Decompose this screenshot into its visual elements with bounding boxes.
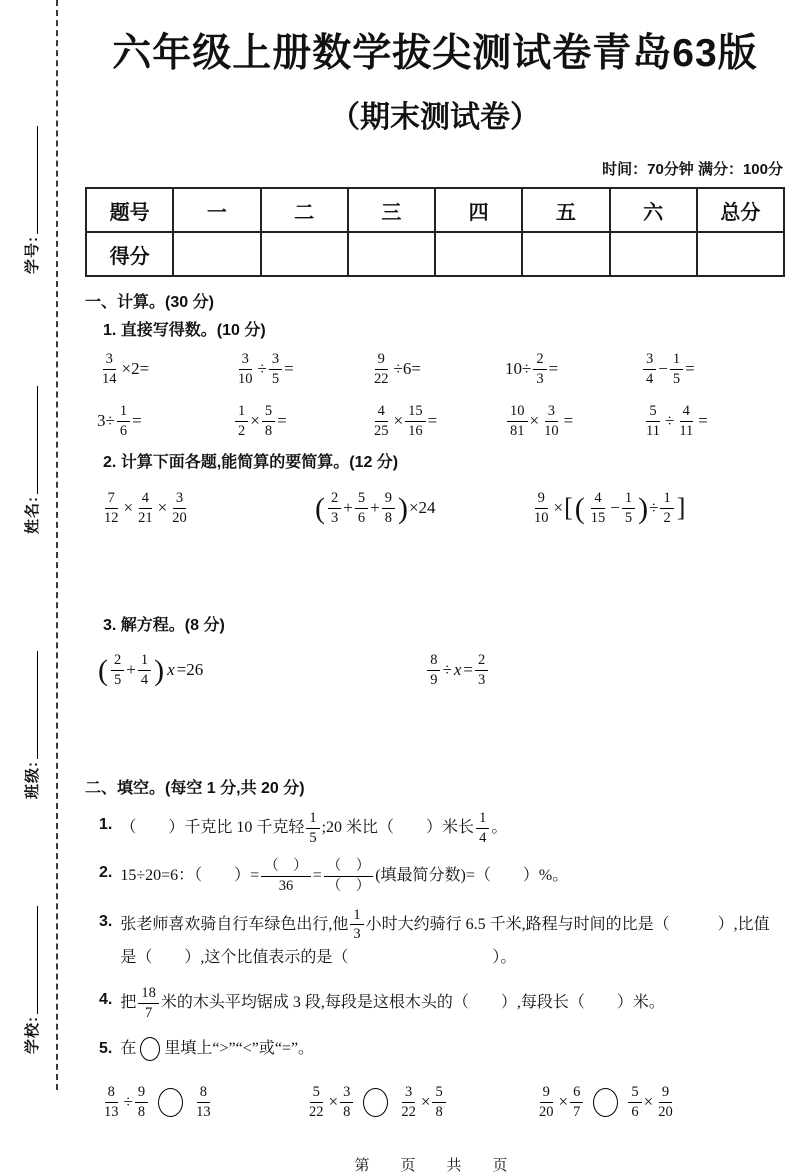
fraction: $\frac{5}{22}$ [309,1083,324,1120]
class-field [11,632,51,818]
school-label: 学校: [23,1016,41,1054]
fraction: $\frac{5}{8}$ [262,403,275,439]
fraction: $\frac{2}{3}$ [328,490,341,526]
math-problem: ( $\frac{2}{3}$ + $\frac{5}{6}$ + $\frac{9}{8}$ ) ×24 [315,489,436,526]
fraction: $\frac{1}{6}$ [117,403,130,439]
score-col-6: 六 [610,188,697,232]
comparison-row [99,1076,785,1128]
score-col-4: 四 [435,188,522,232]
fraction: $\frac{3}{20}$ [172,489,187,526]
math-problem: $\frac{4}{25}$ × $\frac{15}{16}$ = [369,403,505,439]
score-col-total: 总分 [697,188,784,232]
fraction: $\frac{2}{3}$ [475,652,488,688]
fill-item-text: 15÷20=6：（ ）= $\frac{( )}{36}$ = $\frac{( )}{( )}$ (填最简分数)=（ ）%。 [120,858,569,895]
comparison-circle-blank [593,1088,618,1117]
math-problem: $\frac{3}{14}$ ×2= [97,351,233,387]
fraction: $\frac{2}{5}$ [111,652,124,688]
student-id-label: 学号: [23,236,41,274]
fraction: $\frac{4}{15}$ [590,489,606,526]
math-problem: $\frac{5}{11}$ ÷ $\frac{4}{11}$ = [641,403,777,439]
fraction: $\frac{3}{10}$ [238,350,253,387]
fraction: $\frac{9}{22}$ [374,350,389,387]
math-bracket: [ [564,493,573,523]
fraction: $\frac{15}{16}$ [405,403,426,439]
math-problem: $\frac{3}{10}$ ÷ $\frac{3}{5}$ = [233,351,369,387]
math-variable: x [167,660,175,679]
fraction: $\frac{1}{2}$ [660,490,673,526]
fraction: $\frac{( )}{( )}$ [324,858,374,894]
fraction: $\frac{6}{7}$ [570,1084,583,1120]
fraction: $\frac{5}{6}$ [355,490,368,526]
score-table-header-label: 题号 [86,188,173,232]
exam-meta: 时间：70分钟 满分：100分 [602,161,783,178]
score-cell [435,232,522,276]
fill-item-number: 5. [99,1039,113,1057]
student-id-field [11,107,51,293]
paper-main-content [85,0,785,1175]
page-subtitle: （期末测试卷） [330,101,540,134]
fraction: $\frac{3}{14}$ [102,350,117,387]
student-name-field [11,367,51,553]
fraction: $\frac{18}{7}$ [138,985,159,1021]
student-info-sidebar [0,0,62,1122]
score-col-1: 一 [173,188,260,232]
score-cell [348,232,435,276]
direct-calc-row-2 [97,398,777,444]
section-fill-heading: 二、填空。(每空 1 分,共 20 分) [85,780,305,797]
fraction: $\frac{9}{10}$ [534,489,549,526]
comparison-circle-blank [363,1088,388,1117]
student-name-label: 姓名: [23,496,41,534]
fraction: $\frac{1}{5}$ [306,810,319,846]
fraction: $\frac{8}{9}$ [427,652,440,688]
math-problem: $\frac{3}{4}$ − $\frac{1}{5}$ = [641,351,777,387]
score-cell [610,232,697,276]
comparison-problem: $\frac{8}{13}$ ÷ $\frac{9}{8}$ $\frac{8}{13}$ [99,1084,304,1120]
class-label: 班级: [23,761,41,799]
class-writing-line [24,651,38,759]
fraction: $\frac{4}{11}$ [679,402,694,439]
fraction: $\frac{3}{5}$ [269,351,282,387]
math-bracket: ( [315,491,325,525]
fraction: $\frac{9}{20}$ [658,1083,673,1120]
fill-item-number: 1. [99,816,113,833]
score-col-2: 二 [261,188,348,232]
fraction: $\frac{10}{81}$ [507,403,528,439]
fraction: $\frac{9}{8}$ [135,1084,148,1120]
score-col-3: 三 [348,188,435,232]
fraction: $\frac{7}{12}$ [104,489,119,526]
fraction: $\frac{1}{4}$ [476,810,489,846]
fraction: $\frac{3}{8}$ [340,1084,353,1120]
math-problem: $\frac{9}{22}$ ÷6= [369,351,505,387]
fill-item-5 [99,1034,785,1064]
comparison-circle-blank [158,1088,183,1117]
fraction: $\frac{1}{5}$ [622,490,635,526]
score-cell [697,232,784,276]
fill-item-number: 3. [99,912,113,930]
student-id-writing-line [24,126,38,234]
math-problem: $\frac{8}{9}$ ÷ x = $\frac{2}{3}$ [425,652,490,688]
fraction: $\frac{5}{8}$ [432,1084,445,1120]
fraction: $\frac{8}{13}$ [196,1083,211,1120]
fill-item-2 [99,858,785,894]
comparison-problem: $\frac{5}{22}$ × $\frac{3}{8}$ $\frac{3}{22}$ × $\frac{5}{8}$ [304,1084,534,1120]
school-field [11,887,51,1073]
fill-item-3 [99,907,785,974]
section-calc-heading: 一、计算。(30 分) [85,294,214,311]
fill-item-number: 4. [99,991,113,1009]
comparison-problem: $\frac{9}{20}$ × $\frac{6}{7}$ $\frac{5}{6}$ × $\frac{9}{20}$ [534,1084,785,1120]
fill-item-4 [99,985,785,1021]
math-problem: ( $\frac{2}{5}$ + $\frac{1}{4}$ ) x =26 [98,651,204,688]
comparison-circle-blank [140,1037,160,1061]
school-writing-line [24,906,38,1014]
fraction: $\frac{4}{21}$ [138,489,153,526]
fraction: $\frac{1}{3}$ [350,907,363,943]
student-name-writing-line [24,386,38,494]
fold-dashed-divider [56,0,58,1090]
math-problem: $\frac{7}{12}$ × $\frac{4}{21}$ × $\frac{3}{20}$ [99,490,314,526]
score-row-label: 得分 [86,232,173,276]
fill-item-text: 张老师喜欢骑自行车绿色出行,他 $\frac{1}{3}$ 小时大约骑行 6.5 千米,路程与时间的比是（ ）,比值 是（ ）,这个比值表示的是（ ）。 [120,906,770,967]
equations-heading: 3. 解方程。(8 分) [103,617,225,634]
math-bracket: ( [574,491,585,525]
fraction: $\frac{1}{2}$ [235,403,248,439]
math-bracket: ( [98,653,108,687]
fraction: $\frac{1}{4}$ [138,652,151,688]
fraction: $\frac{8}{13}$ [104,1083,119,1120]
section-fill [85,775,785,1128]
simplify-calc-heading: 2. 计算下面各题,能简算的要简算。(12 分) [103,454,399,471]
fraction: $\frac{9}{20}$ [539,1083,554,1120]
fraction: $\frac{9}{8}$ [382,490,395,526]
score-cell [261,232,348,276]
fill-item-1 [99,810,785,846]
page-title: 六年级上册数学拔尖测试卷青岛63版 [112,32,758,75]
direct-calc-heading: 1. 直接写得数。(10 分) [103,322,266,339]
fill-item-text: 在 里填上“>”“<”或“=”。 [120,1034,785,1064]
math-problem: $\frac{9}{10}$ × [ ( $\frac{4}{15}$ − $\frac{1}{5}$ ) ÷ $\frac{1}{2}$ ] [529,490,785,526]
score-col-5: 五 [522,188,609,232]
math-problem: 10÷ $\frac{2}{3}$ = [505,350,559,387]
fraction: $\frac{4}{25}$ [374,402,389,439]
score-cell [522,232,609,276]
score-table-score-row [86,232,784,276]
equations-row [97,643,785,697]
fraction: $\frac{5}{11}$ [646,402,660,439]
fraction: $\frac{1}{5}$ [670,351,683,387]
fill-item-text: 把 $\frac{18}{7}$ 米的木头平均锯成 3 段,每段是这根木头的（ ）,每段长（ ）米。 [120,985,665,1022]
math-problem: 3÷ $\frac{1}{6}$ = [97,402,142,439]
fill-item-number: 2. [99,864,113,882]
fraction: $\frac{5}{6}$ [628,1084,641,1120]
fraction: $\frac{3}{22}$ [401,1083,416,1120]
score-table-header-row [86,188,784,232]
fraction: $\frac{3}{10}$ [544,402,559,439]
math-bracket: ] [676,493,686,523]
score-cell [173,232,260,276]
math-variable: x [453,660,462,679]
math-bracket: ) [397,491,408,525]
direct-calc-row-1 [97,346,777,392]
math-bracket: ) [638,491,649,525]
math-bracket: ) [154,653,165,687]
score-table [85,187,785,277]
math-problem: $\frac{10}{81}$ × $\frac{3}{10}$ = [505,403,641,439]
fraction: $\frac{( )}{36}$ [261,858,311,894]
fraction: $\frac{3}{4}$ [643,351,656,387]
simplify-calc-row [99,482,785,534]
math-problem: $\frac{1}{2}$ × $\frac{5}{8}$ = [233,403,369,439]
fraction: $\frac{2}{3}$ [533,351,546,387]
footer-page-label: 第 页 共 页 [354,1157,516,1175]
fill-item-text: （ ）千克比 10 千克轻 $\frac{1}{5}$ ;20 米比（ ）米长 $\frac{1}{4}$ 。 [120,810,508,846]
